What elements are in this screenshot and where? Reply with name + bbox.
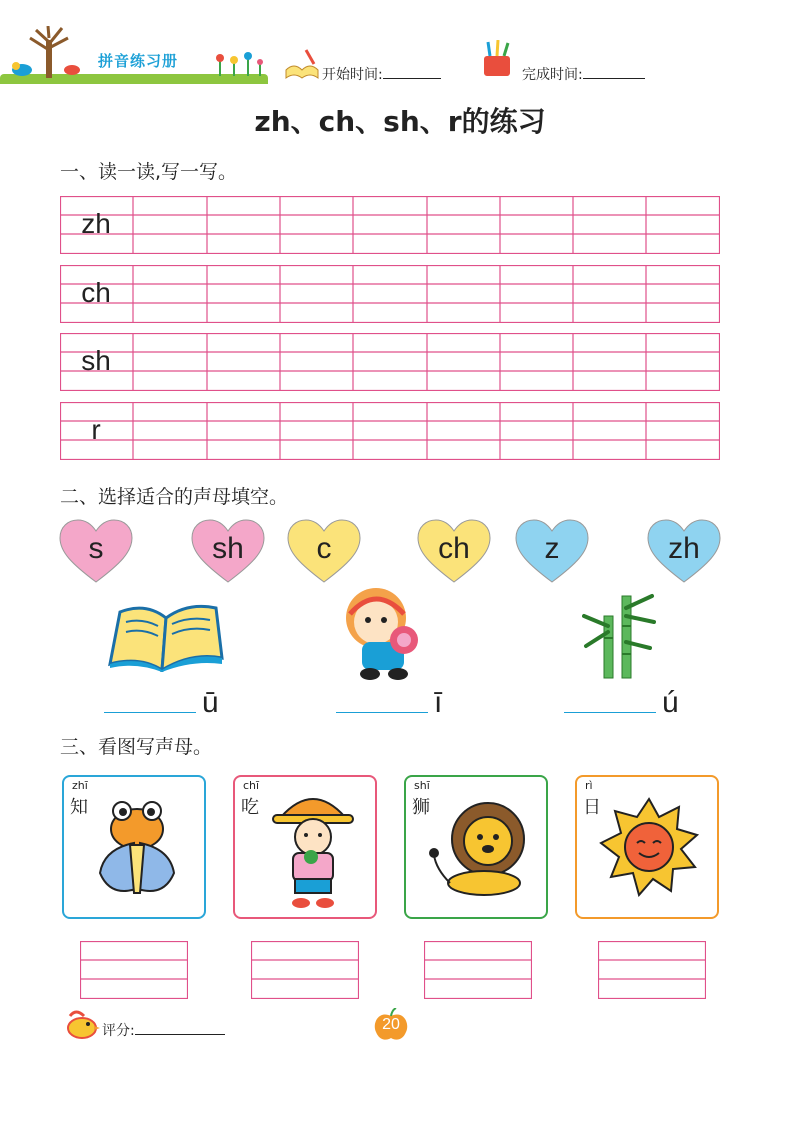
grid-row-label: sh (81, 345, 111, 376)
score-label: 评分: (102, 1023, 135, 1039)
answer-grid[interactable] (251, 941, 359, 999)
answer-blank[interactable] (564, 712, 656, 713)
start-time-field (322, 64, 441, 84)
section3-title: 三、看图写声母。 (60, 736, 213, 758)
cicada-icon (94, 799, 180, 899)
open-book-pen-icon (284, 48, 320, 80)
card-character: 知 (70, 797, 88, 818)
answer-suffix: ī (434, 686, 443, 719)
tree-bird-icon (8, 26, 94, 82)
grid-row-label: ch (81, 277, 111, 308)
bird-icon (62, 1010, 100, 1040)
score-blank[interactable] (135, 1034, 225, 1035)
grid-row-label: r (91, 414, 101, 445)
score-field (102, 1020, 225, 1040)
card-character: 狮 (412, 797, 430, 818)
four-line-grid (60, 196, 720, 254)
page-title: zh、ch、sh、r的练习 (254, 105, 546, 138)
finish-time-blank[interactable] (583, 78, 645, 79)
card-character: 日 (583, 797, 601, 818)
writing-grid-row[interactable] (60, 402, 720, 460)
heart-letter: sh (212, 532, 244, 565)
picture-card (233, 775, 377, 919)
section1-title: 一、读一读,写一写。 (60, 161, 238, 183)
answer-suffix: ū (202, 686, 219, 719)
card-pinyin: rì (585, 779, 593, 792)
answer-grid[interactable] (80, 941, 188, 999)
flowers-icon (212, 52, 266, 76)
answer-blank[interactable] (336, 712, 428, 713)
lion-icon (426, 799, 542, 899)
girl-eating-icon (340, 584, 436, 682)
heart-option (286, 518, 362, 586)
heart-option (190, 518, 266, 586)
heart-letter: s (88, 532, 104, 565)
writing-grid-row[interactable] (60, 333, 720, 391)
page-number: 20 (382, 1016, 400, 1033)
four-line-grid (60, 402, 720, 460)
heart-letter: c (316, 532, 332, 565)
answer-suffix: ú (662, 686, 679, 719)
answer-grid[interactable] (424, 941, 532, 999)
card-pinyin: shī (414, 779, 430, 792)
pencil-cup-icon (480, 40, 514, 78)
book-icon (106, 598, 226, 672)
writing-grid-row[interactable] (60, 265, 720, 323)
heart-option (514, 518, 590, 586)
card-pinyin: chī (243, 779, 260, 792)
start-time-label: 开始时间: (322, 67, 383, 83)
section2-title: 二、选择适合的声母填空。 (60, 486, 289, 508)
start-time-blank[interactable] (383, 78, 441, 79)
heart-letter: ch (438, 532, 470, 565)
four-line-grid (60, 333, 720, 391)
boy-eating-icon (271, 785, 355, 911)
heart-letter: zh (668, 532, 700, 565)
writing-grid-row[interactable] (60, 196, 720, 254)
card-character: 吃 (241, 797, 259, 818)
answer-grid[interactable] (598, 941, 706, 999)
heart-option (58, 518, 134, 586)
finish-time-label: 完成时间: (522, 67, 583, 83)
picture-card (404, 775, 548, 919)
picture-card (62, 775, 206, 919)
finish-time-field (522, 64, 645, 84)
card-pinyin: zhī (72, 779, 88, 792)
heart-letter: z (544, 532, 560, 565)
book-title: 拼音练习册 (98, 52, 179, 70)
heart-option (416, 518, 492, 586)
picture-card (575, 775, 719, 919)
four-line-grid (60, 265, 720, 323)
bamboo-icon (582, 586, 660, 682)
sun-icon (599, 797, 699, 897)
heart-option (646, 518, 722, 586)
grid-row-label: zh (81, 208, 111, 239)
answer-blank[interactable] (104, 712, 196, 713)
